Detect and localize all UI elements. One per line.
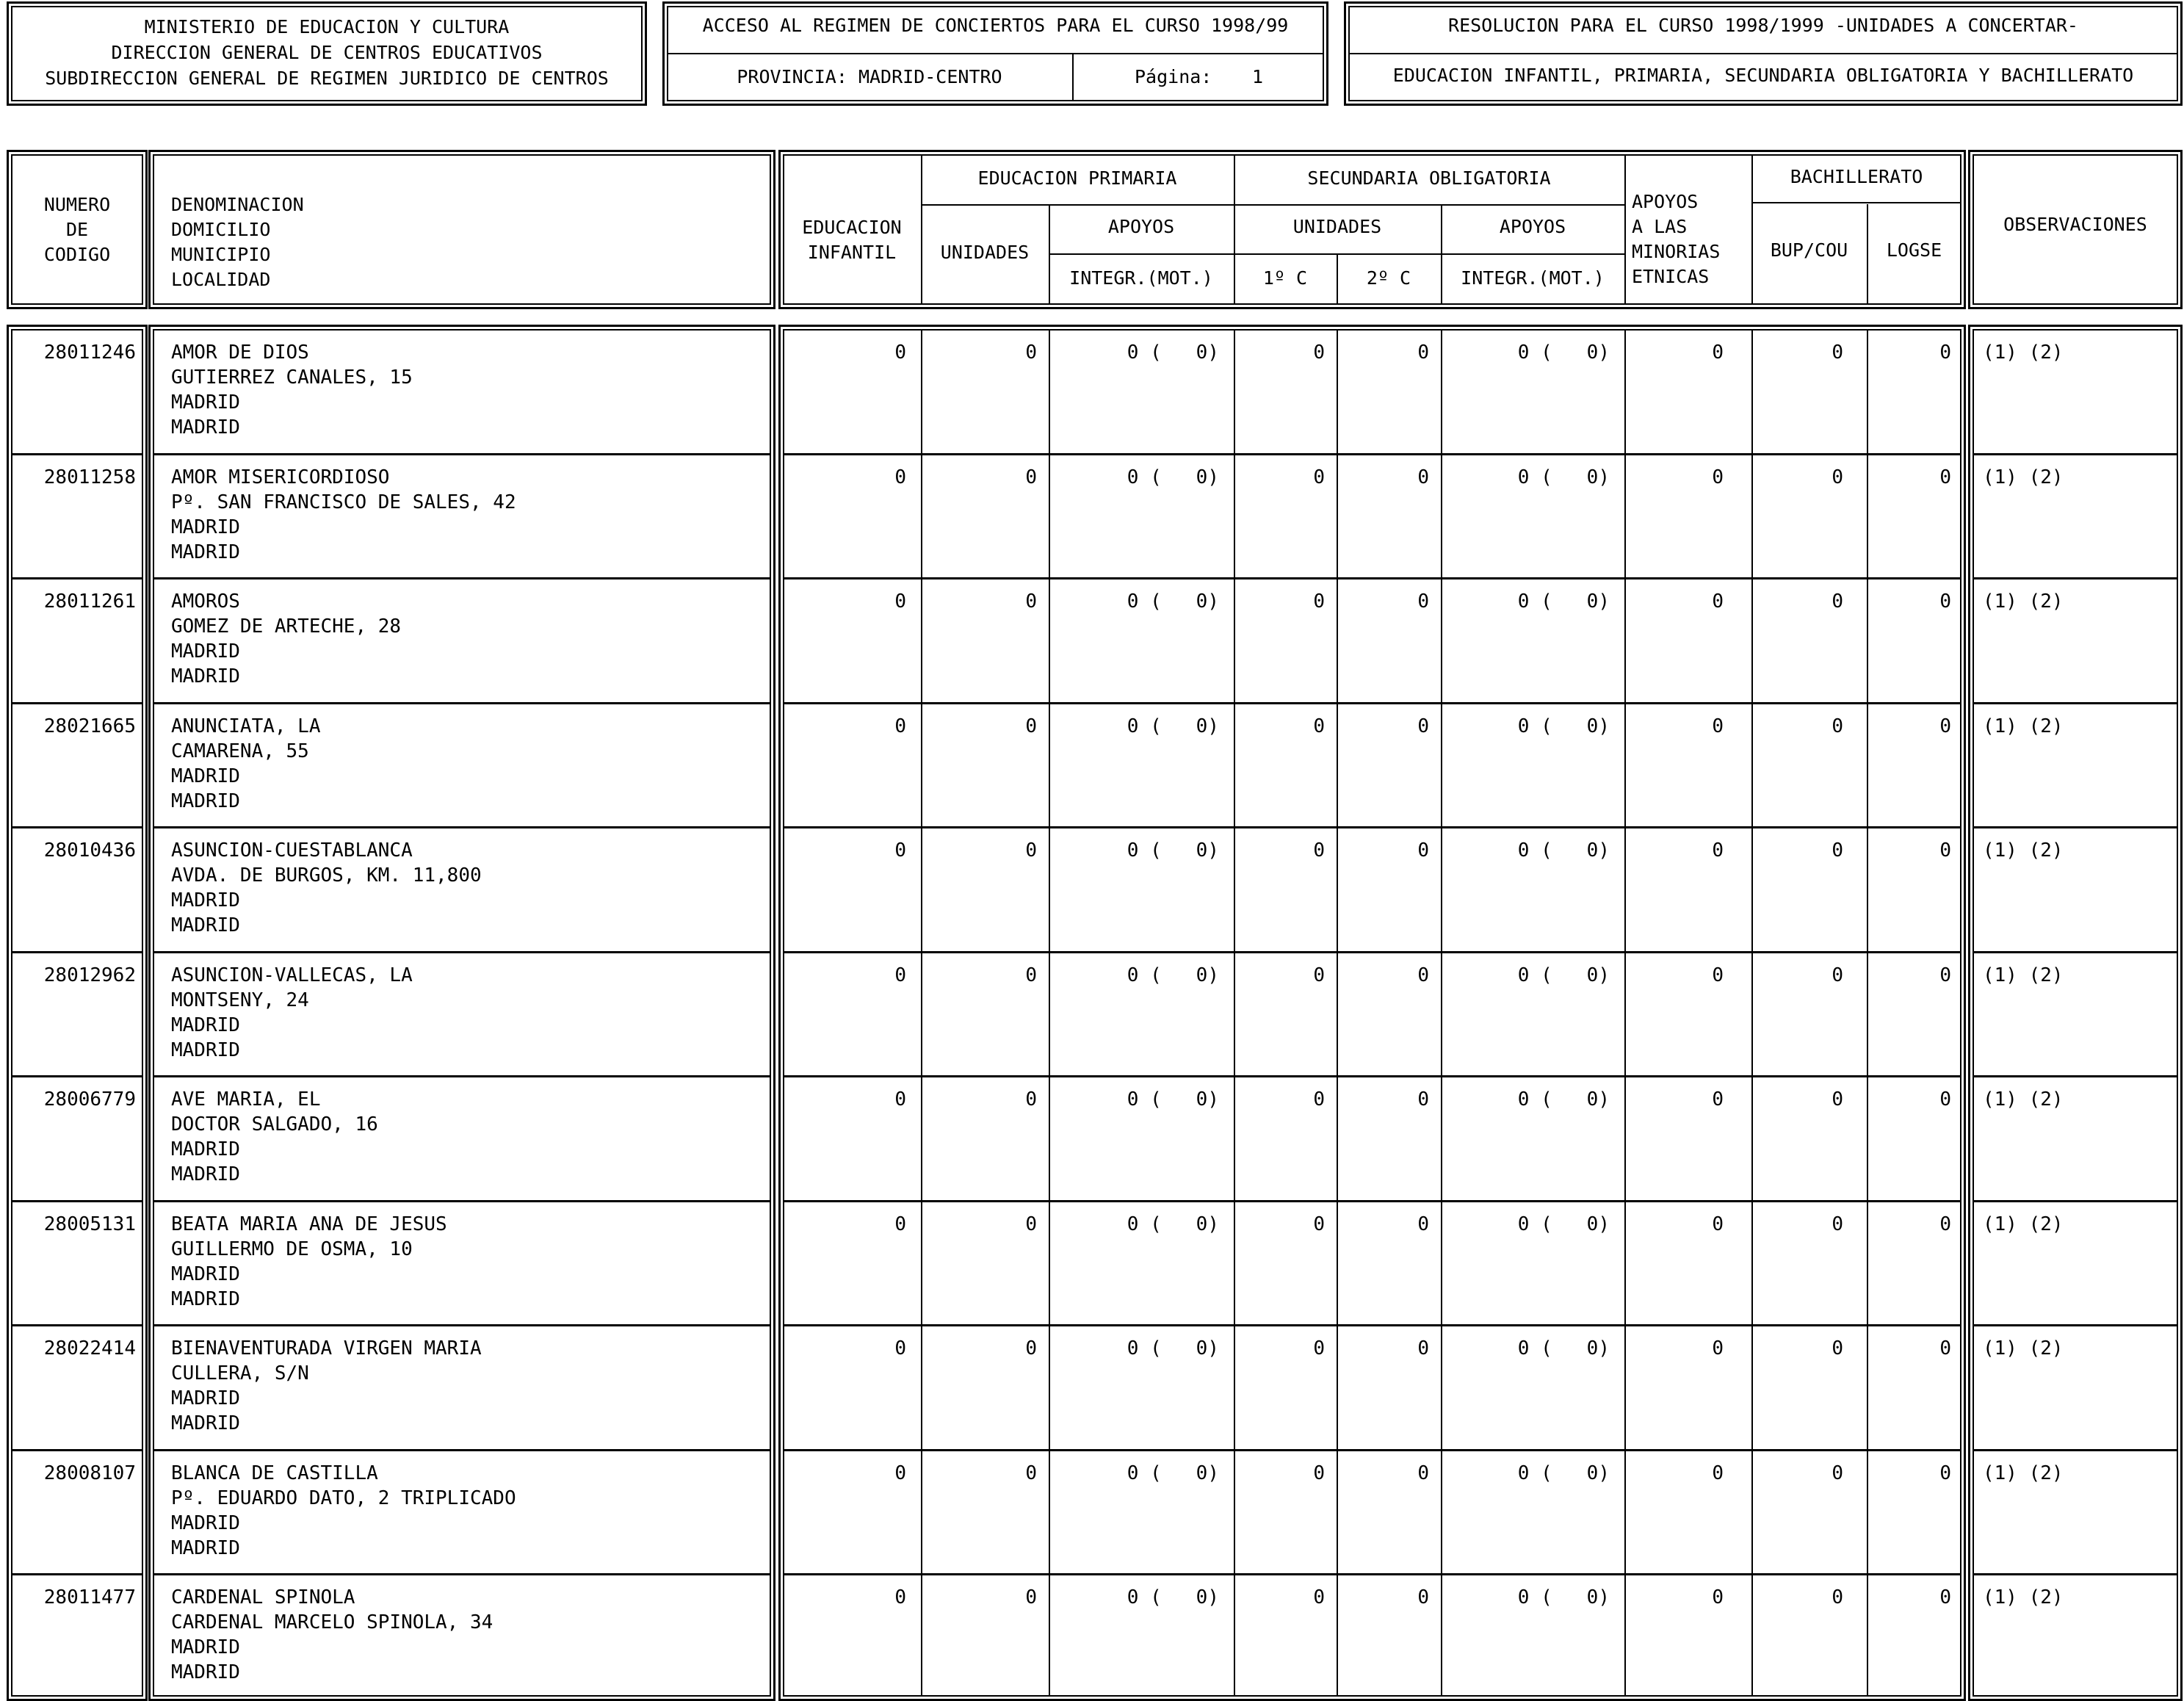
row-infantil: 0 bbox=[894, 342, 906, 364]
pagina-label: Página: bbox=[1135, 66, 1212, 87]
row-separator bbox=[11, 453, 143, 455]
row-sec-2c: 0 bbox=[1417, 1088, 1429, 1110]
row-separator bbox=[783, 826, 1961, 828]
row-separator bbox=[783, 453, 1961, 455]
col-numero-label: NUMERO DE CODIGO bbox=[43, 194, 111, 265]
row-sec-integr: 0 ( 0) bbox=[1517, 1586, 1610, 1608]
row-infantil: 0 bbox=[894, 1213, 906, 1235]
row-infantil: 0 bbox=[894, 1462, 906, 1484]
row-prim-integr: 0 ( 0) bbox=[1127, 964, 1219, 986]
row-name: AMOROS bbox=[171, 591, 240, 613]
row-prim-integr: 0 ( 0) bbox=[1127, 1337, 1219, 1359]
row-prim-integr: 0 ( 0) bbox=[1127, 715, 1219, 737]
row-code: 28008107 bbox=[43, 1462, 136, 1484]
row-obs: (1) (2) bbox=[1983, 964, 2064, 986]
row-separator bbox=[1973, 1324, 2178, 1326]
row-address: CARDENAL MARCELO SPINOLA, 34 bbox=[171, 1611, 493, 1633]
row-localidad: MADRID bbox=[171, 1412, 240, 1434]
resolucion-divider bbox=[1348, 53, 2178, 54]
row-infantil: 0 bbox=[894, 1088, 906, 1110]
row-municipio: MADRID bbox=[171, 640, 240, 662]
row-sec-1c: 0 bbox=[1313, 715, 1325, 737]
divider bbox=[1624, 329, 1626, 1697]
body-observaciones-frame bbox=[1973, 329, 2178, 1697]
row-logse: 0 bbox=[1939, 342, 1951, 364]
row-obs: (1) (2) bbox=[1983, 1088, 2064, 1110]
row-obs: (1) (2) bbox=[1983, 715, 2064, 737]
col-sec-2c-label: 2º C bbox=[1366, 267, 1411, 289]
col-bachillerato-label: BACHILLERATO bbox=[1790, 166, 1923, 187]
col-observaciones-label: OBSERVACIONES bbox=[2003, 214, 2147, 235]
row-sec-1c: 0 bbox=[1313, 964, 1325, 986]
row-minorias: 0 bbox=[1712, 839, 1724, 862]
pagina-value: 1 bbox=[1252, 66, 1264, 87]
row-separator bbox=[11, 1075, 143, 1077]
row-prim-unidades: 0 bbox=[1025, 342, 1037, 364]
row-infantil: 0 bbox=[894, 1337, 906, 1359]
row-localidad: MADRID bbox=[171, 665, 240, 687]
row-sec-2c: 0 bbox=[1417, 1462, 1429, 1484]
row-prim-unidades: 0 bbox=[1025, 964, 1037, 986]
row-address: CAMARENA, 55 bbox=[171, 740, 309, 762]
row-sec-2c: 0 bbox=[1417, 1337, 1429, 1359]
row-localidad: MADRID bbox=[171, 1039, 240, 1061]
row-code: 28011258 bbox=[43, 466, 136, 488]
row-localidad: MADRID bbox=[171, 790, 240, 812]
row-name: ANUNCIATA, LA bbox=[171, 715, 321, 737]
row-separator bbox=[783, 1573, 1961, 1575]
row-separator bbox=[1973, 577, 2178, 579]
col-sec-integr-label: INTEGR.(MOT.) bbox=[1461, 267, 1605, 289]
row-separator bbox=[11, 702, 143, 704]
col-prim-unidades-label: UNIDADES bbox=[940, 242, 1030, 263]
row-minorias: 0 bbox=[1712, 466, 1724, 488]
row-municipio: MADRID bbox=[171, 765, 240, 787]
row-minorias: 0 bbox=[1712, 1213, 1724, 1235]
row-separator bbox=[11, 951, 143, 953]
row-bup: 0 bbox=[1832, 964, 1843, 986]
row-logse: 0 bbox=[1939, 1088, 1951, 1110]
row-name: BIENAVENTURADA VIRGEN MARIA bbox=[171, 1337, 482, 1359]
row-infantil: 0 bbox=[894, 715, 906, 737]
row-logse: 0 bbox=[1939, 839, 1951, 862]
row-bup: 0 bbox=[1832, 1337, 1843, 1359]
row-prim-integr: 0 ( 0) bbox=[1127, 342, 1219, 364]
divider bbox=[1751, 329, 1753, 1697]
row-bup: 0 bbox=[1832, 342, 1843, 364]
row-minorias: 0 bbox=[1712, 1462, 1724, 1484]
row-bup: 0 bbox=[1832, 839, 1843, 862]
row-bup: 0 bbox=[1832, 1462, 1843, 1484]
row-sec-2c: 0 bbox=[1417, 466, 1429, 488]
row-code: 28022414 bbox=[43, 1337, 136, 1359]
row-sec-2c: 0 bbox=[1417, 342, 1429, 364]
row-prim-unidades: 0 bbox=[1025, 466, 1037, 488]
row-separator bbox=[153, 1573, 771, 1575]
row-municipio: MADRID bbox=[171, 391, 240, 413]
row-sec-1c: 0 bbox=[1313, 839, 1325, 862]
resolucion-title: RESOLUCION PARA EL CURSO 1998/1999 -UNIDADES A CONCERTAR- bbox=[1448, 15, 2078, 36]
row-prim-unidades: 0 bbox=[1025, 715, 1037, 737]
row-separator bbox=[1973, 951, 2178, 953]
row-obs: (1) (2) bbox=[1983, 342, 2064, 364]
row-name: AVE MARIA, EL bbox=[171, 1088, 321, 1110]
row-municipio: MADRID bbox=[171, 1636, 240, 1658]
row-obs: (1) (2) bbox=[1983, 1462, 2064, 1484]
divider bbox=[1049, 329, 1050, 1697]
row-logse: 0 bbox=[1939, 466, 1951, 488]
row-sec-1c: 0 bbox=[1313, 1462, 1325, 1484]
row-code: 28011477 bbox=[43, 1586, 136, 1608]
row-sec-2c: 0 bbox=[1417, 715, 1429, 737]
row-obs: (1) (2) bbox=[1983, 1586, 2064, 1608]
divider bbox=[1441, 329, 1442, 1697]
row-separator bbox=[153, 1075, 771, 1077]
row-municipio: MADRID bbox=[171, 516, 240, 538]
divider bbox=[1751, 202, 1961, 203]
row-address: MONTSENY, 24 bbox=[171, 989, 309, 1011]
row-name: ASUNCION-VALLECAS, LA bbox=[171, 964, 413, 986]
row-minorias: 0 bbox=[1712, 715, 1724, 737]
row-sec-1c: 0 bbox=[1313, 591, 1325, 613]
row-address: GUTIERREZ CANALES, 15 bbox=[171, 366, 413, 389]
col-bup-label: BUP/COU bbox=[1770, 239, 1848, 261]
row-code: 28011261 bbox=[43, 591, 136, 613]
row-infantil: 0 bbox=[894, 466, 906, 488]
row-minorias: 0 bbox=[1712, 591, 1724, 613]
row-prim-unidades: 0 bbox=[1025, 591, 1037, 613]
row-name: BEATA MARIA ANA DE JESUS bbox=[171, 1213, 447, 1235]
row-sec-1c: 0 bbox=[1313, 342, 1325, 364]
row-code: 28021665 bbox=[43, 715, 136, 737]
provincia-label: PROVINCIA: MADRID-CENTRO bbox=[737, 66, 1002, 87]
col-minorias-label: APOYOS A LAS MINORIAS ETNICAS bbox=[1632, 191, 1721, 287]
row-separator bbox=[11, 1573, 143, 1575]
row-prim-integr: 0 ( 0) bbox=[1127, 1586, 1219, 1608]
row-sec-2c: 0 bbox=[1417, 591, 1429, 613]
row-minorias: 0 bbox=[1712, 1088, 1724, 1110]
row-address: Pº. SAN FRANCISCO DE SALES, 42 bbox=[171, 491, 516, 513]
divider bbox=[1867, 329, 1868, 1697]
row-separator bbox=[153, 702, 771, 704]
row-logse: 0 bbox=[1939, 1213, 1951, 1235]
access-page-divider bbox=[1072, 53, 1074, 101]
row-logse: 0 bbox=[1939, 1586, 1951, 1608]
col-sec-1c-label: 1º C bbox=[1262, 267, 1308, 289]
row-code: 28010436 bbox=[43, 839, 136, 862]
row-bup: 0 bbox=[1832, 1586, 1843, 1608]
row-obs: (1) (2) bbox=[1983, 591, 2064, 613]
row-separator bbox=[153, 1324, 771, 1326]
row-prim-unidades: 0 bbox=[1025, 1586, 1037, 1608]
row-prim-integr: 0 ( 0) bbox=[1127, 1213, 1219, 1235]
col-prim-apoyos-label: APOYOS bbox=[1107, 216, 1175, 237]
row-logse: 0 bbox=[1939, 1337, 1951, 1359]
row-localidad: MADRID bbox=[171, 914, 240, 936]
row-sec-1c: 0 bbox=[1313, 466, 1325, 488]
row-sec-integr: 0 ( 0) bbox=[1517, 1462, 1610, 1484]
row-separator bbox=[783, 1075, 1961, 1077]
row-sec-2c: 0 bbox=[1417, 964, 1429, 986]
row-prim-unidades: 0 bbox=[1025, 1088, 1037, 1110]
row-separator bbox=[783, 702, 1961, 704]
row-logse: 0 bbox=[1939, 591, 1951, 613]
row-address: CULLERA, S/N bbox=[171, 1362, 309, 1384]
col-primaria-label: EDUCACION PRIMARIA bbox=[977, 167, 1177, 189]
row-sec-integr: 0 ( 0) bbox=[1517, 715, 1610, 737]
row-separator bbox=[153, 951, 771, 953]
row-localidad: MADRID bbox=[171, 1163, 240, 1185]
body-numero-frame bbox=[11, 329, 143, 1697]
row-prim-integr: 0 ( 0) bbox=[1127, 591, 1219, 613]
row-prim-unidades: 0 bbox=[1025, 1337, 1037, 1359]
row-municipio: MADRID bbox=[171, 1014, 240, 1036]
row-separator bbox=[153, 1449, 771, 1451]
row-minorias: 0 bbox=[1712, 964, 1724, 986]
divider bbox=[1234, 329, 1235, 1697]
row-obs: (1) (2) bbox=[1983, 1213, 2064, 1235]
row-separator bbox=[1973, 702, 2178, 704]
row-separator bbox=[1973, 1200, 2178, 1202]
row-prim-unidades: 0 bbox=[1025, 1213, 1037, 1235]
row-municipio: MADRID bbox=[171, 1138, 240, 1160]
row-separator bbox=[153, 1200, 771, 1202]
row-logse: 0 bbox=[1939, 1462, 1951, 1484]
ministry-line-2: DIRECCION GENERAL DE CENTROS EDUCATIVOS bbox=[111, 42, 543, 63]
row-sec-1c: 0 bbox=[1313, 1586, 1325, 1608]
row-address: GUILLERMO DE OSMA, 10 bbox=[171, 1238, 413, 1260]
divider bbox=[1624, 154, 1626, 305]
row-prim-integr: 0 ( 0) bbox=[1127, 839, 1219, 862]
row-localidad: MADRID bbox=[171, 416, 240, 438]
row-bup: 0 bbox=[1832, 1213, 1843, 1235]
row-logse: 0 bbox=[1939, 964, 1951, 986]
row-code: 28005131 bbox=[43, 1213, 136, 1235]
row-name: ASUNCION-CUESTABLANCA bbox=[171, 839, 413, 862]
row-name: CARDENAL SPINOLA bbox=[171, 1586, 355, 1608]
row-infantil: 0 bbox=[894, 1586, 906, 1608]
row-sec-integr: 0 ( 0) bbox=[1517, 1088, 1610, 1110]
col-infantil-label: EDUCACION INFANTIL bbox=[802, 217, 902, 263]
row-separator bbox=[11, 1449, 143, 1451]
row-prim-unidades: 0 bbox=[1025, 839, 1037, 862]
row-localidad: MADRID bbox=[171, 1537, 240, 1559]
row-sec-integr: 0 ( 0) bbox=[1517, 342, 1610, 364]
row-name: AMOR DE DIOS bbox=[171, 342, 309, 364]
row-municipio: MADRID bbox=[171, 1512, 240, 1534]
row-sec-integr: 0 ( 0) bbox=[1517, 1213, 1610, 1235]
row-sec-integr: 0 ( 0) bbox=[1517, 591, 1610, 613]
row-sec-integr: 0 ( 0) bbox=[1517, 466, 1610, 488]
row-code: 28012962 bbox=[43, 964, 136, 986]
row-separator bbox=[11, 1200, 143, 1202]
row-sec-2c: 0 bbox=[1417, 1213, 1429, 1235]
row-separator bbox=[153, 453, 771, 455]
row-sec-integr: 0 ( 0) bbox=[1517, 1337, 1610, 1359]
row-obs: (1) (2) bbox=[1983, 1337, 2064, 1359]
row-localidad: MADRID bbox=[171, 1661, 240, 1683]
row-separator bbox=[153, 826, 771, 828]
row-address: GOMEZ DE ARTECHE, 28 bbox=[171, 615, 402, 638]
row-sec-1c: 0 bbox=[1313, 1213, 1325, 1235]
row-localidad: MADRID bbox=[171, 541, 240, 563]
row-separator bbox=[11, 1324, 143, 1326]
col-secundaria-label: SECUNDARIA OBLIGATORIA bbox=[1307, 167, 1551, 189]
ministry-line-1: MINISTERIO DE EDUCACION Y CULTURA bbox=[144, 16, 510, 37]
levels-title: EDUCACION INFANTIL, PRIMARIA, SECUNDARIA OBLIGATORIA Y BACHILLERATO bbox=[1392, 65, 2134, 86]
row-separator bbox=[783, 1200, 1961, 1202]
row-bup: 0 bbox=[1832, 466, 1843, 488]
col-prim-integr-label: INTEGR.(MOT.) bbox=[1069, 267, 1213, 289]
row-separator bbox=[153, 577, 771, 579]
row-bup: 0 bbox=[1832, 1088, 1843, 1110]
row-municipio: MADRID bbox=[171, 889, 240, 911]
row-sec-2c: 0 bbox=[1417, 839, 1429, 862]
row-separator bbox=[1973, 1573, 2178, 1575]
row-sec-integr: 0 ( 0) bbox=[1517, 839, 1610, 862]
row-minorias: 0 bbox=[1712, 342, 1724, 364]
row-sec-integr: 0 ( 0) bbox=[1517, 964, 1610, 986]
row-separator bbox=[783, 1449, 1961, 1451]
row-localidad: MADRID bbox=[171, 1288, 240, 1310]
row-separator bbox=[783, 951, 1961, 953]
col-sec-unidades-label: UNIDADES bbox=[1292, 216, 1382, 237]
row-infantil: 0 bbox=[894, 591, 906, 613]
row-address: Pº. EDUARDO DATO, 2 TRIPLICADO bbox=[171, 1487, 516, 1509]
row-obs: (1) (2) bbox=[1983, 466, 2064, 488]
row-address: AVDA. DE BURGOS, KM. 11,800 bbox=[171, 864, 482, 886]
row-logse: 0 bbox=[1939, 715, 1951, 737]
row-municipio: MADRID bbox=[171, 1263, 240, 1285]
col-sec-apoyos-label: APOYOS bbox=[1499, 216, 1566, 237]
row-bup: 0 bbox=[1832, 715, 1843, 737]
row-prim-unidades: 0 bbox=[1025, 1462, 1037, 1484]
ministry-line-3: SUBDIRECCION GENERAL DE REGIMEN JURIDICO DE CENTROS bbox=[45, 68, 609, 89]
row-prim-integr: 0 ( 0) bbox=[1127, 1462, 1219, 1484]
divider bbox=[921, 204, 1624, 206]
row-obs: (1) (2) bbox=[1983, 839, 2064, 862]
divider bbox=[1337, 329, 1338, 1697]
row-separator bbox=[11, 826, 143, 828]
row-sec-1c: 0 bbox=[1313, 1337, 1325, 1359]
row-separator bbox=[1973, 1075, 2178, 1077]
access-divider bbox=[667, 53, 1324, 54]
row-minorias: 0 bbox=[1712, 1586, 1724, 1608]
row-municipio: MADRID bbox=[171, 1387, 240, 1409]
row-code: 28011246 bbox=[43, 342, 136, 364]
col-denominacion-label: DENOMINACION DOMICILIO MUNICIPIO LOCALIDAD bbox=[171, 194, 304, 290]
row-infantil: 0 bbox=[894, 964, 906, 986]
row-separator bbox=[783, 577, 1961, 579]
row-sec-1c: 0 bbox=[1313, 1088, 1325, 1110]
row-name: AMOR MISERICORDIOSO bbox=[171, 466, 390, 488]
row-minorias: 0 bbox=[1712, 1337, 1724, 1359]
row-separator bbox=[783, 1324, 1961, 1326]
divider bbox=[1049, 253, 1624, 255]
row-name: BLANCA DE CASTILLA bbox=[171, 1462, 378, 1484]
row-infantil: 0 bbox=[894, 839, 906, 862]
row-separator bbox=[11, 577, 143, 579]
row-separator bbox=[1973, 453, 2178, 455]
row-prim-integr: 0 ( 0) bbox=[1127, 1088, 1219, 1110]
row-bup: 0 bbox=[1832, 591, 1843, 613]
row-address: DOCTOR SALGADO, 16 bbox=[171, 1113, 378, 1135]
body-levels-frame bbox=[783, 329, 1961, 1697]
row-separator bbox=[1973, 826, 2178, 828]
row-code: 28006779 bbox=[43, 1088, 136, 1110]
row-sec-2c: 0 bbox=[1417, 1586, 1429, 1608]
row-prim-integr: 0 ( 0) bbox=[1127, 466, 1219, 488]
col-logse-label: LOGSE bbox=[1886, 239, 1942, 261]
row-separator bbox=[1973, 1449, 2178, 1451]
divider bbox=[921, 329, 922, 1697]
access-title: ACCESO AL REGIMEN DE CONCIERTOS PARA EL CURSO 1998/99 bbox=[702, 15, 1289, 36]
